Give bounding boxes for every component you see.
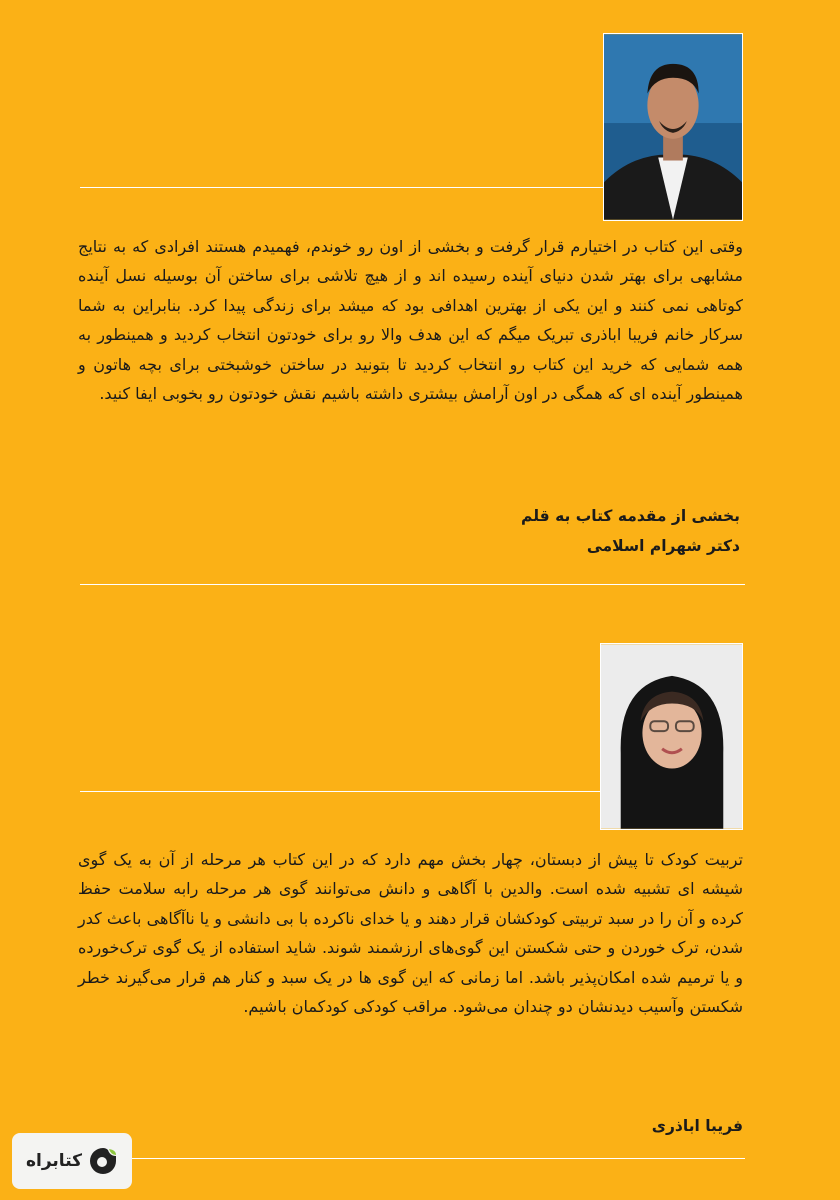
- middle-rule: [80, 584, 745, 585]
- second-photo-rule: [80, 791, 600, 792]
- portrait-man-icon: [604, 34, 742, 220]
- intro-paragraph: وقتی این کتاب در اختیارم قرار گرفت و بخشی از اون رو خوندم، فهمیدم هستند افرادی که به نتایج مشابهی برای بهتر شدن دنیای آینده رسیده اند و از هیچ تلاشی برای ساختن آن بوسیله نسل آینده کوتاهی نمی کنند و این یکی از بهترین اهدافی بود که میشد برای زندگی پیدا کرد. بنابراین به شما سرکار خانم فریبا اباذری تبریک میگم که این هدف والا رو برای خودتون انتخاب کردید و همینطور به همه شمایی که خرید این کتاب رو انتخاب کردید تا بتونید در ساختن خوشبختی برای بچه هاتون و همینطور آینده ای که همگی در اون آرامش بیشتری داشته باشیم نقش خودتون رو بخوبی ایفا کنید.: [78, 237, 743, 404]
- portrait-woman-icon: [601, 644, 742, 829]
- bottom-rule: [130, 1158, 745, 1159]
- ketabrah-logo-icon: [88, 1146, 118, 1176]
- intro-author-name: دکتر شهرام اسلامی: [586, 537, 740, 555]
- intro-source-label: بخشی از مقدمه کتاب به قلم: [521, 507, 740, 525]
- author-photo-male: [603, 33, 743, 221]
- ketabrah-logo-text: کتابراه: [25, 1151, 83, 1171]
- top-rule: [80, 187, 603, 188]
- ketabrah-logo: [12, 1133, 132, 1189]
- book-author-name: فریبا اباذری: [651, 1117, 743, 1135]
- book-description-paragraph: تربیت کودک تا پیش از دبستان، چهار بخش مهم دارد که در این کتاب هر مرحله از آن به یک گوی شیشه ای تشبیه شده است. والدین با آگاهی و دانش می‌توانند گوی هر مرحله رابه سلامت حفظ کرده و آن را در سبد تربیتی کودکشان قرار دهند و یا خدای ناکرده با بی دانشی و یا ناآگاهی باعث کدر شدن، ترک خوردن و حتی شکستن این گوی‌های ارزشمند شوند. شاید استفاده از یک گوی ترک‌خورده و یا ترمیم شده امکان‌پذیر باشد. اما زمانی که این گوی ها در یک سبد و کنار هم قرار می‌گیرند خطر شکستن وآسیب دیدنشان دو چندان می‌شود. مراقب کودکی کودکمان باشیم.: [78, 850, 743, 1017]
- author-photo-female: [600, 643, 743, 830]
